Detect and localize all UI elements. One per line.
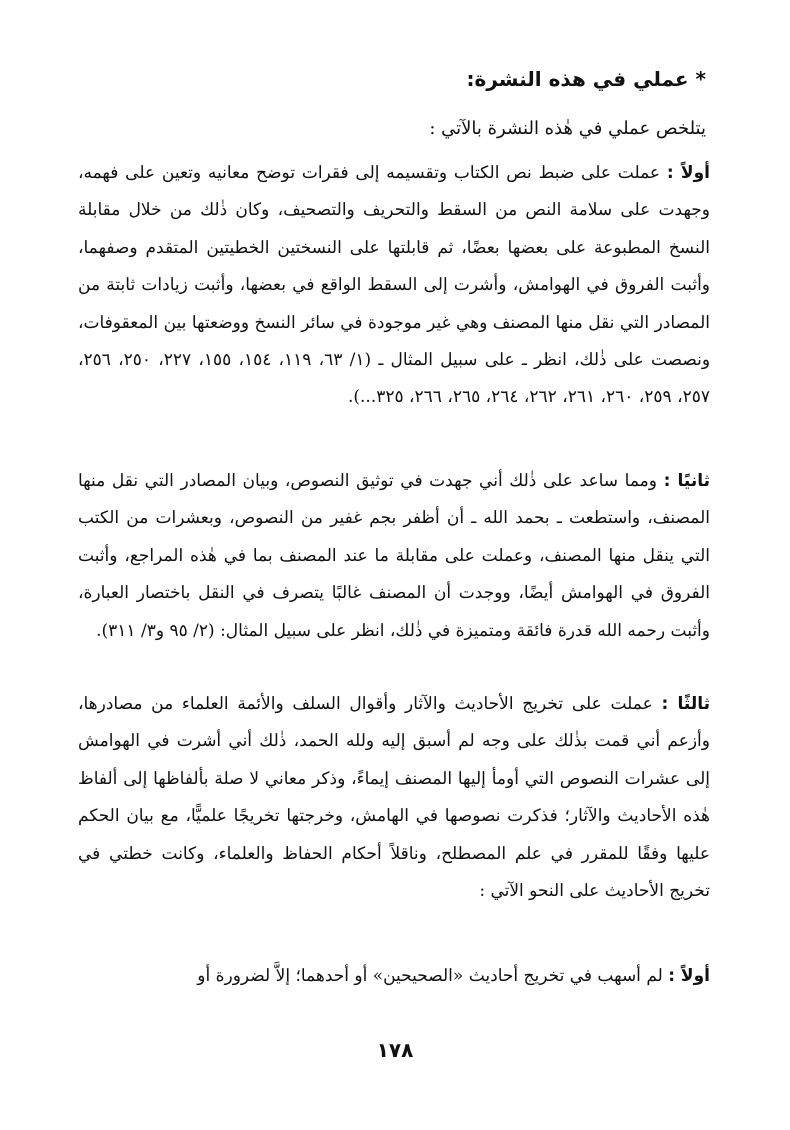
paragraph-fourth	[78, 958, 710, 995]
paragraph-body: ومما ساعد على ذٰلك أني جهدت في توثيق النصوص، وبيان المصادر التي نقل منها المصنف، واستطعت ـ بحمد الله ـ أن أظفر بجم غفير من النصوص، وبعشرات من الكتب التي ينقل منها المصنف، وعملت على مقابلة ما عند المصنف بما في هٰذه المراجع، وأثبت الفروق في الهوامش أيضًا، ووجدت أن المصنف غالبًا يتصرف في النقل باختصار العبارة، وأثبت رحمه الله قدرة فائقة ومتميزة في ذٰلك، انظر على سبيل المثال: (٢/ ٩٥ و٣/ ٣١١).	[78, 471, 710, 641]
paragraph-body: لم أسهب في تخريج أحاديث «الصحيحين» أو أحدهما؛ إلاَّ لضرورة أو	[197, 966, 669, 986]
paragraph-lead: ثانيًا :	[663, 471, 710, 491]
paragraph-second	[78, 463, 710, 650]
paragraph-first	[78, 155, 710, 417]
paragraph-body: عملت على ضبط نص الكتاب وتقسيمه إلى فقرات توضح معانيه وتعين على فهمه، وجهدت على سلامة النص من السقط والتحريف والتصحيف، وكان ذٰلك من خلال مقابلة النسخ المطبوعة على بعضها بعضًا، ثم قابلتها على النسختين الخطيتين المتقدم وصفهما، وأثبت الفروق في الهوامش، وأشرت إلى السقط الواقع في بعضها، وأثبت زيادات ثابتة من المصادر التي نقل منها المصنف وهي غير موجودة في سائر النسخ ووضعتها بين المعقوفات، ونصصت على ذٰلك، انظر ـ على سبيل المثال ـ (١/ ٦٣، ١١٩، ١٥٤، ١٥٥، ٢٢٧، ٢٥٠، ٢٥٦، ٢٥٧، ٢٥٩، ٢٦٠، ٢٦١، ٢٦٢، ٢٦٤، ٢٦٥، ٢٦٦، ٣٢٥...).	[78, 163, 711, 408]
intro-line: يتلخص عملي في هٰذه النشرة بالآتي :	[429, 118, 706, 139]
section-heading: * عملي في هذه النشرة:	[466, 67, 706, 91]
page-number: ١٧٨	[376, 1038, 414, 1062]
paragraph-lead: ثالثًا :	[661, 694, 710, 714]
paragraph-third	[78, 686, 710, 910]
paragraph-lead: أولاً :	[666, 163, 710, 183]
paragraph-body: عملت على تخريج الأحاديث والآثار وأقوال السلف والأئمة العلماء من مصادرها، وأزعم أني قمت بذٰلك على وجه لم أسبق إليه ولله الحمد، ذٰلك أني أشرت في الهوامش إلى عشرات النصوص التي أومأ إليها المصنف إيماءً، وذكر معاني لا صلة بألفاظها إلى ألفاظ هٰذه الأحاديث والآثار؛ فذكرت نصوصها في الهامش، وخرجتها تخريجًا علميًّا، مع بيان الحكم عليها وفقًا للمقرر في علم المصطلح، وناقلاً أحكام الحفاظ والعلماء، وكانت خطتي في تخريج الأحاديث على النحو الآتي :	[78, 694, 710, 902]
paragraph-lead: أولاً :	[668, 966, 710, 986]
